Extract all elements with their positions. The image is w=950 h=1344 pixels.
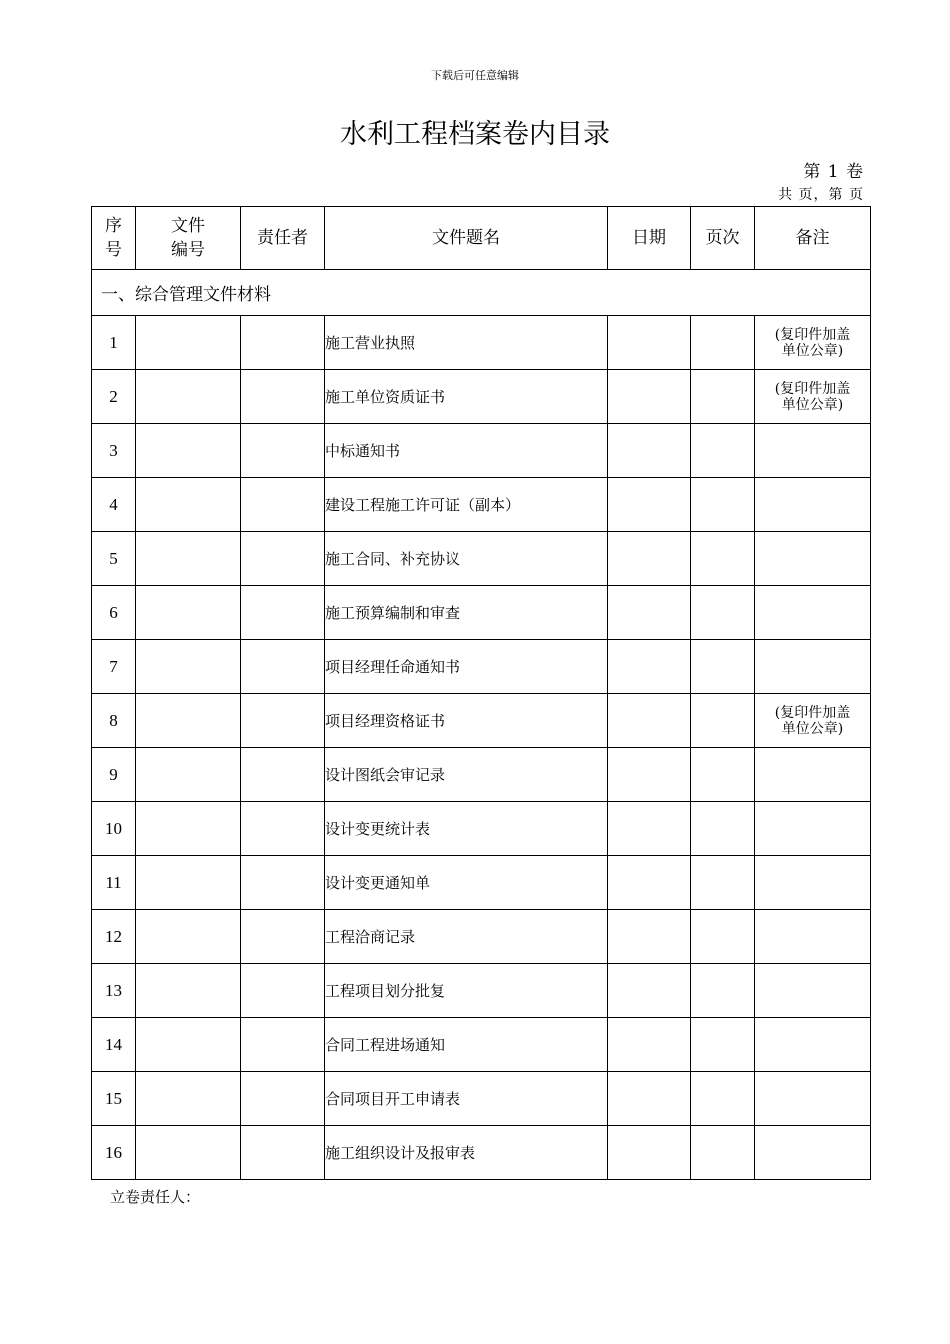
row-doc-no	[136, 586, 241, 640]
row-doc-title: 施工单位资质证书	[325, 370, 608, 424]
row-note: (复印件加盖 单位公章)	[755, 370, 871, 424]
row-responsible	[241, 586, 325, 640]
row-note	[755, 478, 871, 532]
header-pages: 页次	[691, 207, 755, 270]
row-responsible	[241, 910, 325, 964]
row-pages	[691, 1126, 755, 1180]
row-doc-title: 建设工程施工许可证（副本）	[325, 478, 608, 532]
page-title: 水利工程档案卷内目录	[340, 119, 610, 150]
row-pages	[691, 1018, 755, 1072]
table-row	[92, 1126, 871, 1180]
row-doc-no	[136, 802, 241, 856]
row-note	[755, 1072, 871, 1126]
row-doc-title: 项目经理任命通知书	[325, 640, 608, 694]
row-doc-no	[136, 640, 241, 694]
row-responsible	[241, 856, 325, 910]
row-number: 2	[92, 370, 136, 424]
row-responsible	[241, 640, 325, 694]
row-doc-title: 中标通知书	[325, 424, 608, 478]
row-number: 14	[92, 1018, 136, 1072]
row-doc-no	[136, 1072, 241, 1126]
header-no: 序 号	[92, 207, 136, 270]
table-row	[92, 802, 871, 856]
row-pages	[691, 586, 755, 640]
row-date	[608, 478, 691, 532]
row-pages	[691, 964, 755, 1018]
row-note	[755, 856, 871, 910]
row-doc-title: 合同项目开工申请表	[325, 1072, 608, 1126]
row-doc-no	[136, 748, 241, 802]
row-number: 7	[92, 640, 136, 694]
row-doc-no	[136, 694, 241, 748]
table-row	[92, 748, 871, 802]
row-doc-title: 设计变更统计表	[325, 802, 608, 856]
row-responsible	[241, 316, 325, 370]
row-note	[755, 640, 871, 694]
table-row	[92, 910, 871, 964]
row-doc-title: 施工预算编制和审查	[325, 586, 608, 640]
row-responsible	[241, 694, 325, 748]
row-doc-no	[136, 856, 241, 910]
row-date	[608, 910, 691, 964]
row-date	[608, 802, 691, 856]
row-doc-no	[136, 1126, 241, 1180]
row-number: 8	[92, 694, 136, 748]
row-pages	[691, 478, 755, 532]
row-number: 11	[92, 856, 136, 910]
header-doc-no: 文件 编号	[136, 207, 241, 270]
row-doc-no	[136, 532, 241, 586]
row-responsible	[241, 532, 325, 586]
row-number: 16	[92, 1126, 136, 1180]
table-row	[92, 478, 871, 532]
row-doc-title: 施工合同、补充协议	[325, 532, 608, 586]
row-doc-no	[136, 964, 241, 1018]
row-note	[755, 1126, 871, 1180]
row-number: 15	[92, 1072, 136, 1126]
row-date	[608, 532, 691, 586]
row-pages	[691, 910, 755, 964]
row-doc-no	[136, 478, 241, 532]
row-pages	[691, 424, 755, 478]
row-responsible	[241, 964, 325, 1018]
row-responsible	[241, 478, 325, 532]
catalog-table	[91, 206, 871, 1180]
row-date	[608, 694, 691, 748]
row-note	[755, 1018, 871, 1072]
row-date	[608, 1072, 691, 1126]
row-note: (复印件加盖 单位公章)	[755, 316, 871, 370]
header-note: 下载后可任意编辑	[431, 69, 519, 82]
row-note	[755, 802, 871, 856]
row-date	[608, 424, 691, 478]
row-note	[755, 424, 871, 478]
row-doc-title: 工程洽商记录	[325, 910, 608, 964]
row-note	[755, 748, 871, 802]
table-row	[92, 856, 871, 910]
row-note	[755, 532, 871, 586]
section-title: 一、综合管理文件材料	[92, 270, 871, 316]
volume-label: 第 1 卷	[803, 162, 864, 182]
row-responsible	[241, 748, 325, 802]
row-doc-title: 施工营业执照	[325, 316, 608, 370]
row-doc-no	[136, 424, 241, 478]
row-responsible	[241, 1126, 325, 1180]
table-row	[92, 694, 871, 748]
row-pages	[691, 748, 755, 802]
row-pages	[691, 694, 755, 748]
row-doc-title: 工程项目划分批复	[325, 964, 608, 1018]
row-pages	[691, 532, 755, 586]
row-number: 4	[92, 478, 136, 532]
row-number: 10	[92, 802, 136, 856]
row-doc-title: 项目经理资格证书	[325, 694, 608, 748]
row-note	[755, 586, 871, 640]
row-doc-title: 设计变更通知单	[325, 856, 608, 910]
row-date	[608, 856, 691, 910]
table-row	[92, 640, 871, 694]
row-pages	[691, 640, 755, 694]
row-date	[608, 964, 691, 1018]
row-date	[608, 316, 691, 370]
table-row	[92, 1072, 871, 1126]
row-date	[608, 1126, 691, 1180]
row-doc-title: 施工组织设计及报审表	[325, 1126, 608, 1180]
pages-label: 共 页，第 页	[778, 187, 864, 203]
row-doc-no	[136, 910, 241, 964]
row-pages	[691, 370, 755, 424]
row-responsible	[241, 424, 325, 478]
row-date	[608, 370, 691, 424]
row-pages	[691, 856, 755, 910]
table-row	[92, 424, 871, 478]
section-row	[92, 270, 871, 316]
row-number: 13	[92, 964, 136, 1018]
row-note: (复印件加盖 单位公章)	[755, 694, 871, 748]
row-doc-no	[136, 1018, 241, 1072]
row-responsible	[241, 1018, 325, 1072]
footer-responsible: 立卷责任人：	[110, 1188, 201, 1206]
header-note-col: 备注	[755, 207, 871, 270]
row-date	[608, 1018, 691, 1072]
row-note	[755, 910, 871, 964]
row-date	[608, 748, 691, 802]
row-date	[608, 586, 691, 640]
table-row	[92, 964, 871, 1018]
row-number: 9	[92, 748, 136, 802]
row-pages	[691, 1072, 755, 1126]
row-note	[755, 964, 871, 1018]
header-responsible: 责任者	[241, 207, 325, 270]
row-doc-title: 设计图纸会审记录	[325, 748, 608, 802]
row-number: 3	[92, 424, 136, 478]
row-doc-title: 合同工程进场通知	[325, 1018, 608, 1072]
row-number: 12	[92, 910, 136, 964]
header-title: 文件题名	[325, 207, 608, 270]
row-date	[608, 640, 691, 694]
table-row	[92, 370, 871, 424]
row-pages	[691, 316, 755, 370]
row-doc-no	[136, 316, 241, 370]
row-number: 1	[92, 316, 136, 370]
row-number: 6	[92, 586, 136, 640]
header-date: 日期	[608, 207, 691, 270]
row-doc-no	[136, 370, 241, 424]
table-header-row	[92, 207, 871, 270]
row-pages	[691, 802, 755, 856]
table-row	[92, 586, 871, 640]
row-responsible	[241, 370, 325, 424]
row-responsible	[241, 1072, 325, 1126]
table-row	[92, 1018, 871, 1072]
row-number: 5	[92, 532, 136, 586]
row-responsible	[241, 802, 325, 856]
table-row	[92, 316, 871, 370]
table-row	[92, 532, 871, 586]
